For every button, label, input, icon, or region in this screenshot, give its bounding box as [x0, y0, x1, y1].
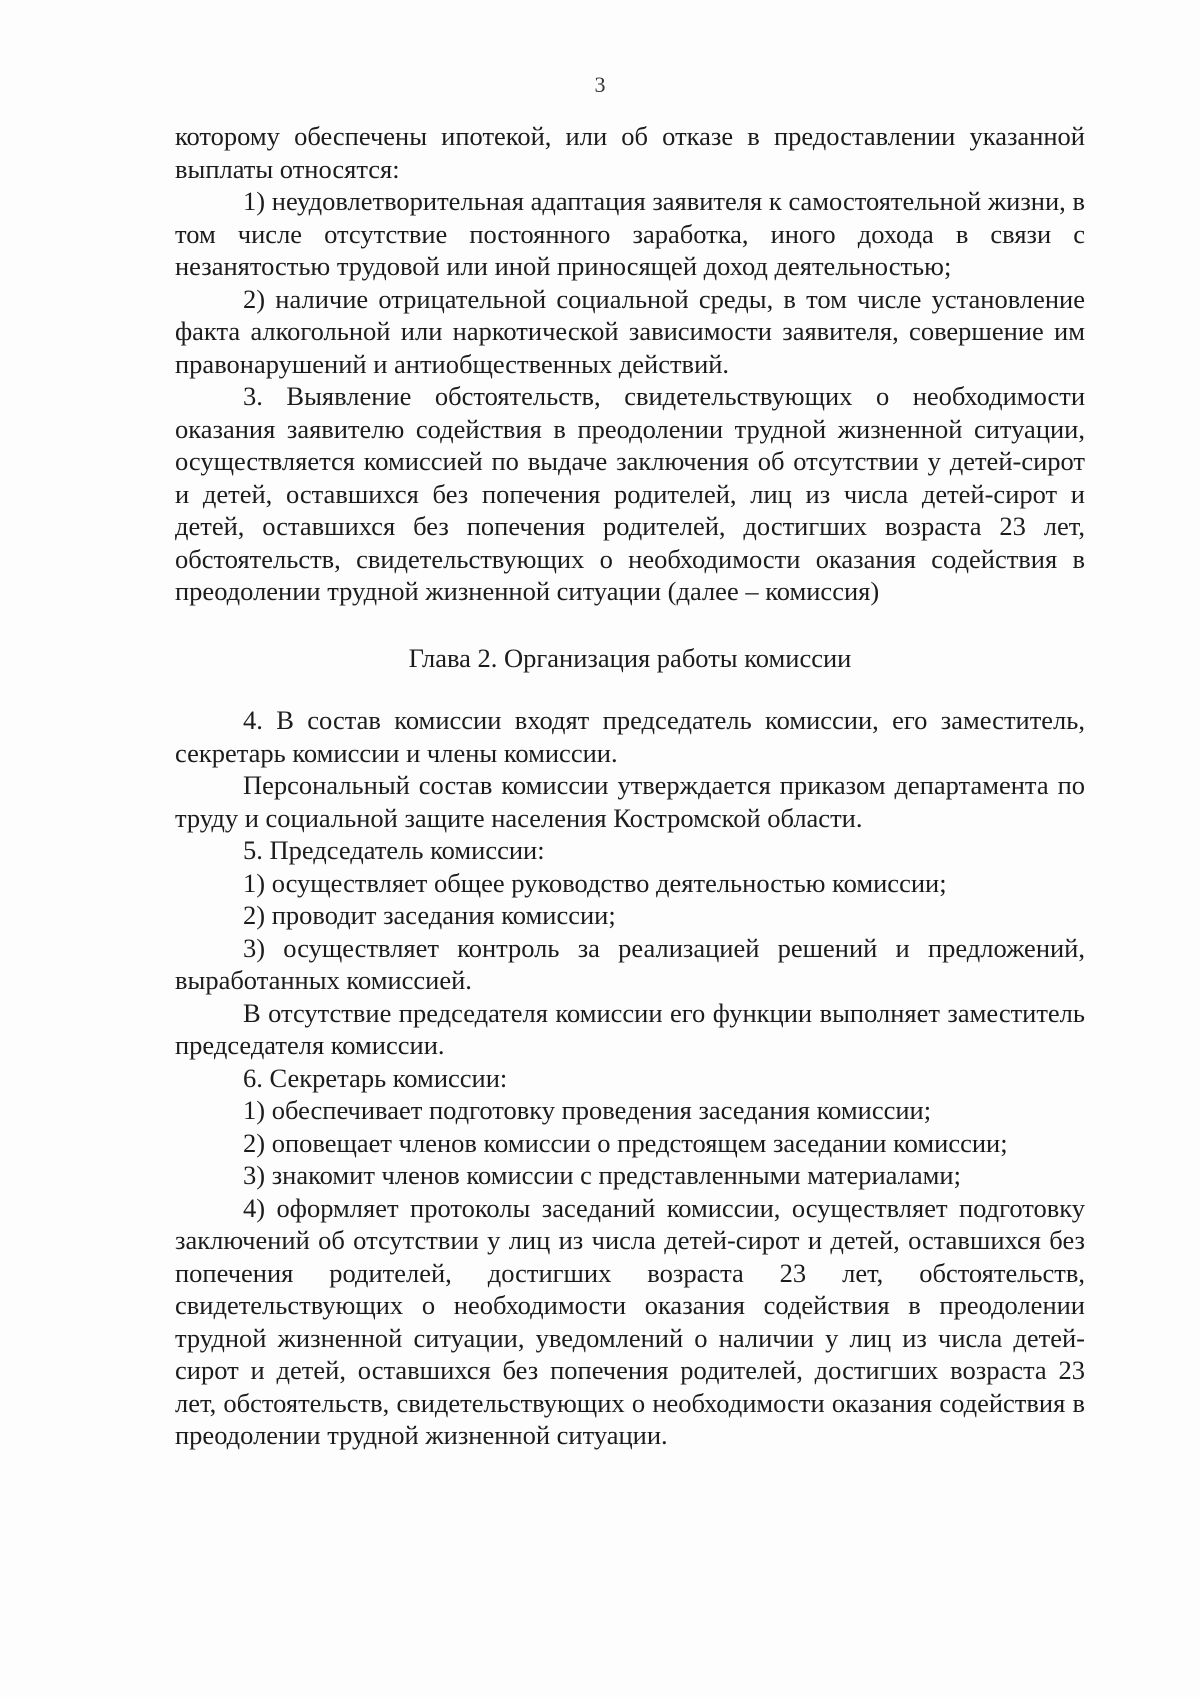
paragraph: 3) знакомит членов комиссии с представленными материалами; — [243, 1160, 961, 1190]
paragraph: 3. Выявление обстоятельств, свидетельствующих о необходимости оказания заявителю содействия в преодолении трудной жизненной ситуации, осуществляется комиссией по выдаче заключения об отсутствии у детей-сирот и детей, оставшихся без попечения родителей, лиц из числа детей-сирот и детей, оставшихся без попечения родителей, достигших возраста 23 лет, обстоятельств, свидетельствующих о необходимости оказания содействия в преодолении трудной жизненной ситуации (далее – комиссия) — [175, 381, 1085, 606]
paragraph: 2) оповещает членов комиссии о предстоящем заседании комиссии; — [243, 1127, 1008, 1158]
paragraph: 6. Секретарь комиссии: — [243, 1062, 508, 1093]
chapter-heading: Глава 2. Организация работы комиссии — [408, 642, 852, 673]
paragraph: которому обеспечены ипотекой, или об отказе в предоставлении указанной выплаты относятся: — [175, 121, 1085, 184]
paragraph: 4. В состав комиссии входят председатель комиссии, его заместитель, секретарь комиссии и члены комиссии. — [175, 705, 1085, 768]
document-body — [175, 120, 1085, 1452]
paragraph: 4) оформляет протоколы заседаний комиссии, осуществляет подготовку заключений об отсутствии у лиц из числа детей-сирот и детей, оставшихся без попечения родителей, достигших возраста 23 лет, обстоятельств, свидетельствующих о необходимости оказания содействия в преодолении трудной жизненной ситуации, уведомлений о наличии у лиц из числа детей-сирот и детей, оставшихся без попечения родителей, достигших возраста 23 лет, обстоятельств, свидетельствующих о необходимости оказания содействия в преодолении трудной жизненной ситуации. — [175, 1192, 1085, 1450]
paragraph: 5. Председатель комиссии: — [243, 835, 545, 865]
paragraph: 3) осуществляет контроль за реализацией решений и предложений, выработанных комиссией. — [175, 932, 1085, 995]
paragraph: В отсутствие председателя комиссии его функции выполняет заместитель председателя комиссии. — [175, 997, 1085, 1060]
paragraph: 1) неудовлетворительная адаптация заявителя к самостоятельной жизни, в том числе отсутствие постоянного заработка, иного дохода в связи с незанятостью трудовой или иной приносящей доход деятельностью; — [175, 186, 1085, 281]
paragraph: 2) наличие отрицательной социальной среды, в том числе установление факта алкогольной или наркотической зависимости заявителя, совершение им правонарушений и антиобщественных действий. — [175, 283, 1085, 379]
paragraph: 1) осуществляет общее руководство деятельностью комиссии; — [243, 867, 947, 898]
paragraph: 2) проводит заседания комиссии; — [243, 900, 616, 930]
page-number: 3 — [594, 72, 606, 97]
paragraph: Персональный состав комиссии утверждается приказом департамента по труду и социальной защите населения Костромской области. — [175, 770, 1085, 833]
paragraph: 1) обеспечивает подготовку проведения заседания комиссии; — [243, 1095, 932, 1125]
